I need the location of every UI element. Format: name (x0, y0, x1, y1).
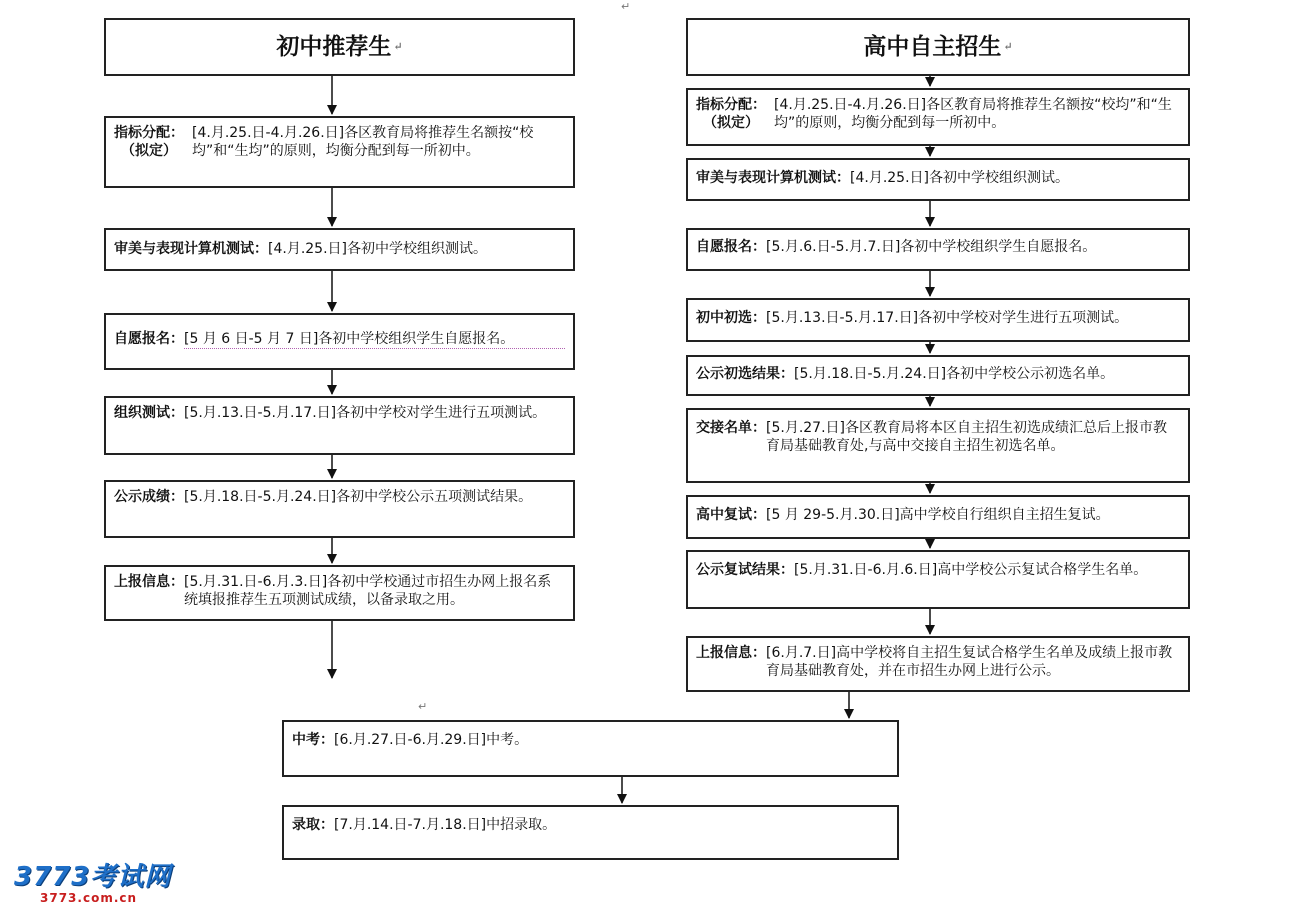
step-text: [4.月.25.日]各初中学校组织测试。 (850, 170, 1069, 186)
left-step-publish-scores (104, 480, 575, 538)
step-text: [7.月.14.日-7.月.18.日]中招录取。 (334, 817, 557, 833)
right-title: 高中自主招生 (863, 33, 1002, 60)
step-text: [4.月.25.日-4.月.26.日]各区教育局将推荐生名额按“校均”和“生均”的原则，均衡分配到每一所初中。 (192, 125, 534, 159)
watermark-brand: 3773考试网 (14, 862, 172, 892)
step-text: [5 月 6 日-5 月 7 日]各初中学校组织学生自愿报名。 (184, 330, 565, 349)
left-step-allocation (104, 116, 575, 188)
step-label: 上报信息： (696, 645, 766, 661)
right-step-handover (686, 408, 1190, 483)
left-title-box (104, 18, 575, 76)
step-label: 录取： (292, 817, 334, 833)
step-text: [5.月.18.日-5.月.24.日]各初中学校公示初选名单。 (794, 366, 1115, 382)
right-step-computer-test (686, 158, 1190, 201)
step-label: 自愿报名： (696, 239, 766, 255)
left-step-testing (104, 396, 575, 455)
step-label: 指标分配： (696, 97, 766, 113)
step-label: 初中初选： (696, 310, 766, 326)
right-step-publish-reexam (686, 550, 1190, 609)
step-text: [4.月.25.日]各初中学校组织测试。 (268, 241, 487, 257)
step-label: 高中复试： (696, 507, 766, 523)
step-text: [5.月.13.日-5.月.17.日]各初中学校对学生进行五项测试。 (766, 310, 1129, 326)
step-label: 组织测试： (114, 405, 184, 421)
step-text: [5.月.18.日-5.月.24.日]各初中学校公示五项测试结果。 (184, 489, 533, 505)
left-step-registration (104, 313, 575, 370)
paragraph-mark-icon: ↵ (393, 40, 403, 53)
step-admission (282, 805, 899, 860)
step-label: 审美与表现计算机测试： (114, 241, 268, 257)
left-step-computer-test (104, 228, 575, 271)
step-text: [6.月.27.日-6.月.29.日]中考。 (334, 732, 529, 748)
step-label: 公示复试结果： (696, 562, 794, 578)
right-step-reexam (686, 495, 1190, 539)
step-text: [5.月.13.日-5.月.17.日]各初中学校对学生进行五项测试。 (184, 405, 547, 421)
left-title: 初中推荐生 (276, 33, 392, 60)
watermark-url: 3773.com.cn (40, 891, 138, 905)
right-step-registration (686, 228, 1190, 271)
right-step-preselection (686, 298, 1190, 342)
step-text: [6.月.7.日]高中学校将自主招生复试合格学生名单及成绩上报市教育局基础教育处，并在市招生办网上进行公示。 (766, 645, 1173, 679)
step-sublabel: （拟定） (121, 143, 177, 159)
right-title-box (686, 18, 1190, 76)
step-text: [5.月.27.日]各区教育局将本区自主招生初选成绩汇总后上报市教育局基础教育处,与高中交接自主招生初选名单。 (766, 420, 1167, 454)
step-text: [4.月.25.日-4.月.26.日]各区教育局将推荐生名额按“校均”和“生均”的原则，均衡分配到每一所初中。 (774, 97, 1172, 131)
step-text: [5.月.31.日-6.月.6.日]高中学校公示复试合格学生名单。 (794, 562, 1148, 578)
step-label: 自愿报名： (114, 331, 184, 347)
watermark-logo (14, 856, 171, 905)
right-step-report (686, 636, 1190, 692)
step-label: 公示初选结果： (696, 366, 794, 382)
left-step-report (104, 565, 575, 621)
step-label: 指标分配： (114, 125, 184, 141)
paragraph-mark-icon: ↵ (621, 0, 631, 13)
step-sublabel: （拟定） (703, 115, 759, 131)
step-label: 公示成绩： (114, 489, 184, 505)
step-label: 交接名单： (696, 420, 766, 436)
step-label: 上报信息： (114, 574, 184, 590)
right-step-publish-preselection (686, 355, 1190, 396)
step-label: 中考： (292, 732, 334, 748)
step-text: [5.月.31.日-6.月.3.日]各初中学校通过市招生办网上报名系统填报推荐生五项测试成绩，以备录取之用。 (184, 574, 552, 608)
paragraph-mark-icon: ↵ (418, 700, 428, 713)
step-text: [5.月.6.日-5.月.7.日]各初中学校组织学生自愿报名。 (766, 239, 1097, 255)
step-label: 审美与表现计算机测试： (696, 170, 850, 186)
step-text: [5 月 29-5.月.30.日]高中学校自行组织自主招生复试。 (766, 507, 1110, 523)
step-zhongkao (282, 720, 899, 777)
paragraph-mark-icon: ↵ (1003, 40, 1013, 53)
right-step-allocation (686, 88, 1190, 146)
